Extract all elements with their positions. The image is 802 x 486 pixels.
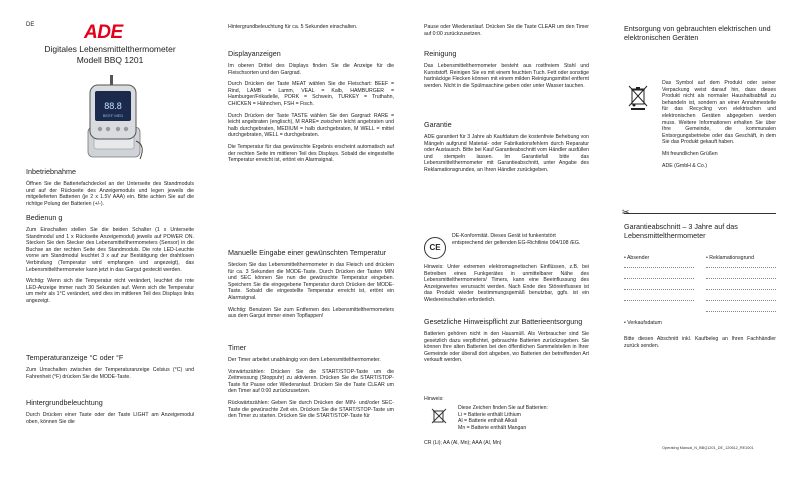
section-garantie xyxy=(424,120,589,179)
section-batterieentsorgung xyxy=(424,317,589,369)
paragraph: Vorwärtszählen: Drücken Sie die START/STOP-Taste um die Zeitmessung (Stoppuhr) zu aktivieren. Drücken Sie die START/STOP-Taste für Pause oder Wiederanlauf. Drücken Sie die Taste CLEAR um den Timer auf 0:00 zurückzusetzen. xyxy=(228,368,394,395)
ce-declaration xyxy=(452,233,582,251)
heading-manuelle-eingabe: Manuelle Eingabe einer gewünschten Temperatur xyxy=(228,248,387,257)
crossed-bin-battery-icon xyxy=(430,408,448,424)
reklamation-line[interactable] xyxy=(706,305,776,312)
ce-mark-icon: CE xyxy=(424,237,446,259)
garantie-note xyxy=(624,336,776,354)
field-verkaufsdatum xyxy=(624,320,776,326)
paragraph: Wichtig: Benutzen Sie zum Entfernen des Lebensmittelthermometers aus dem Gargut immer einen Topflappen! xyxy=(228,306,394,320)
paragraph: Bitte diesen Abschnitt inkl. Kaufbeleg an Ihren Fachhändler zurück senden. xyxy=(624,336,776,349)
paragraph: Batterien gehören nicht in den Hausmüll. Als Verbraucher sind Sie gesetzlich dazu verpflichtet, gebrauchte Batterien zurückzugeben. Sie können Ihre alten Batterien bei den öffentlichen Sammelstellen in Ihrer Gemeinde oder überall dort abgeben, wo Batterien der betreffenden Art verkauft werden. xyxy=(424,331,589,364)
heading-timer: Timer xyxy=(228,343,247,352)
heading-garantieabschnitt: Garantieabschnitt – 3 Jahre auf das Lebensmittelthermometer xyxy=(624,222,738,240)
paragraph: Hinweis: Unter extremen elektromagnetischen Einflüssen, z.B. bei Betreiben eines Funkgerätes in unmittelbarer Nähe des Lebensmittelthermometers/ Timers, kann eine Beeinflussung des Anzeigewertes verursacht werden. Nach Ende des Störeinflusses ist das Produkt wieder bestimmungsgemäß benutzbar, ggfs. ist ein Wiedereinschalten erforderlich. xyxy=(424,264,589,303)
heading-inbetriebnahme: Inbetriebnahme xyxy=(26,167,76,176)
section-reinigung xyxy=(424,49,589,94)
cut-line xyxy=(624,213,776,215)
paragraph: Die Temperatur für das gewünschte Ergebnis erscheint automatisch auf der rechten Seite im mittleren Teil des Displays. Sobald die eingestellte Temperatur erreicht ist, ertönt ein Alarmsignal. xyxy=(228,143,394,164)
svg-text:88.8: 88.8 xyxy=(104,101,122,111)
heading-hintergrundbeleuchtung: Hintergrundbeleuchtung xyxy=(26,398,103,407)
product-model: Modell BBQ 1201 xyxy=(76,55,144,65)
paragraph: Durch Drücken der Taste MEAT wählen Sie die Fleischart: BEEF = Rind, LAMB = Lamm, VEAL = Kalb, HAMBURGER = Hamburger/Frikadelle, PORK = Schwein, TURKEY = Truthahn, CHICKEN = Hähnchen, FSH = Fisch. xyxy=(228,81,394,107)
paragraph: Öffnen Sie die Batteriefachdeckel an der Unterseite des Standmoduls und auf der Rückseite des Anzeigemoduls und legen jeweils die mitgelieferten Batterien (je 2 x 1.5V AAA) ein. Bitte achten Sie auf die richtige Polung der Batterien (+/-). xyxy=(26,181,194,207)
battery-types xyxy=(424,440,589,452)
crossed-wheelie-bin-icon xyxy=(628,84,648,110)
paragraph: ADE garantiert für 3 Jahre ab Kaufdatum die kostenfreie Behebung von Mängeln aufgrund Material- oder Fabrikationsfehlern durch Reparatur oder Austausch. Bitte bei Kauf Garantieabschnitt vom Händler ausfüllen und stempeln lassen. Im Garantiefall bitte das Lebensmittelthermometer mit Garantieabschnitt, unter Angabe des Reklamationsgrundes, an Ihren Händler zurückgeben. xyxy=(424,134,589,173)
product-name: Digitales Lebensmittelthermometer xyxy=(44,44,176,54)
label-reklamationsgrund: • Reklamationsgrund xyxy=(706,255,754,261)
reklamation-line[interactable] xyxy=(706,261,776,268)
absender-line[interactable] xyxy=(624,272,694,279)
greeting: Mit freundlichen Grüßen xyxy=(662,150,718,157)
paragraph: DE-Konformität. Dieses Gerät ist funkentstört entsprechend der geltenden EG-Richtlinie 004/108 /EG. xyxy=(452,233,581,246)
reklamation-line[interactable] xyxy=(706,283,776,290)
section-entsorgung xyxy=(624,24,776,47)
paragraph: Das Symbol auf dem Produkt oder seiner Verpackung weist darauf hin, dass dieses Produkt nicht als normaler Haushaltsabfall zu behandeln ist, sondern an einer Annahmestelle für das Recycling von elektrischen und elektronischen Geräten abgegeben werden muss. Weitere Informationen erhalten Sie über Ihre Gemeinde, die kommunalen Entsorgungsbetriebe oder das Geschäft, in dem Sie das Produkt gekauft haben. xyxy=(662,80,776,146)
label-absender: • Absender xyxy=(624,255,650,261)
paragraph: Hintergrundbeleuchtung für ca. 5 Sekunden einschalten. xyxy=(228,24,358,30)
document-footer: Operating Manual_N_BBQ1201_DE_120612_RE1001 xyxy=(662,446,754,450)
section-displayanzeigen xyxy=(228,49,394,169)
hinweis-emv xyxy=(424,264,589,309)
section-hintergrundbeleuchtung xyxy=(26,398,194,430)
section-intro xyxy=(228,24,394,36)
entsorgung-text xyxy=(662,80,776,174)
section-manuelle-eingabe xyxy=(228,248,394,325)
product-title xyxy=(26,44,194,66)
field-absender xyxy=(624,255,694,305)
heading-temperaturanzeige: Temperaturanzeige °C oder °F xyxy=(26,353,124,362)
brand-logo: ADE xyxy=(84,22,123,43)
legend-line: Al = Batterie enthält Alkali xyxy=(458,418,517,425)
language-code: DE xyxy=(26,22,35,28)
label-verkaufsdatum: • Verkaufsdatum xyxy=(624,320,662,326)
paragraph: Hinweis: xyxy=(424,396,444,402)
thermometer-device-image xyxy=(84,75,144,161)
heading-reinigung: Reinigung xyxy=(424,49,457,58)
section-intro xyxy=(424,24,589,42)
paragraph: Zum Umschalten zwischen der Temperaturanzeige Celsius (°C) und Fahrenheit (°F) drücken Sie die MODE-Taste. xyxy=(26,367,194,380)
heading-displayanzeigen: Displayanzeigen xyxy=(228,49,281,58)
paragraph: Wichtig: Wenn sich die Temperatur nicht verändert, leuchtet die rote LED-Anzeige immer nach 30 Sekunden auf. Wenn sich die Temperatur um mehr als 1°C verändert, wird dies im mittleren Teil des Displays links angezeigt. xyxy=(26,278,194,304)
paragraph: Pause oder Wiederanlauf. Drücken Sie die Taste CLEAR um den Timer auf 0:00 zurückzusetzen. xyxy=(424,24,589,37)
absender-line[interactable] xyxy=(624,283,694,290)
legend-line: Mn = Batterie enthält Mangan xyxy=(458,424,527,431)
paragraph: Das Lebensmittelthermometer besteht aus rostfreiem Stahl und Kunststoff. Reinigen Sie es mit einem feuchten Tuch. Fett oder sonstige hartnäckige Flecken können mit einem milden Reinigungsmittel entfernt werden. Nicht in die Spülmaschine geben oder unter Wasser tauchen. xyxy=(424,63,589,89)
paragraph: CR (Li); AA (Al, Mn); AAA (Al, Mn) xyxy=(424,440,502,446)
heading-batterieentsorgung: Gesetzliche Hinweispflicht zur Batterieentsorgung xyxy=(424,317,583,326)
legend-line: Diese Zeichen finden Sie auf Batterien: xyxy=(458,405,548,411)
section-temperaturanzeige xyxy=(26,353,194,385)
scissor-icon: ✂ xyxy=(622,207,630,217)
battery-symbol-legend xyxy=(458,405,588,431)
legend-line: Li = Batterie enthält Lithium xyxy=(458,411,522,418)
section-bedienung xyxy=(26,213,194,310)
section-inbetriebnahme xyxy=(26,167,194,212)
paragraph: Durch Drücken einer Taste oder der Taste LIGHT am Anzeigemodul oben, können Sie die xyxy=(26,412,194,425)
field-reklamationsgrund xyxy=(706,255,776,316)
section-garantieabschnitt xyxy=(624,222,776,245)
signature: ADE (GmbH & Co.) xyxy=(662,162,707,169)
paragraph: Rückwärtszählen: Geben Sie durch Drücken der MIN- und/oder SEC-Taste die gewünschte Zeit ein. Drücken Sie die START/STOP-Taste um den Timer zu starten. Drücken Sie die START/STOP-Taste für xyxy=(228,399,394,420)
svg-text:BEEF MED: BEEF MED xyxy=(102,113,124,118)
paragraph: Durch Drücken der Taste TASTE wählen Sie den Gargrad: RARE = leicht angebraten (englisch), M RARE= zwischen leicht angebraten und halb durchgebraten, MEDIUM = halb durchgebraten, M WELL = mittel durchgebraten, WELL = durchgebraten. xyxy=(228,112,394,139)
reklamation-line[interactable] xyxy=(706,272,776,279)
section-timer xyxy=(228,343,394,425)
heading-entsorgung: Entsorgung von gebrauchten elektrischen und elektronischen Geräten xyxy=(624,24,771,42)
paragraph: Zum Einschalten stellen Sie die beiden Schalter (1 x Unterseite Standmodul und 1 x Rückseite Anzeigemodul) jeweils auf POWER ON. Stecken Sie den Stecker des Lebensmittelthermometers (Sensor) in die Buchse an der rechten Seite des Standmoduls. Die rote LED-Leuchte vorne am Standmodul leuchtet 3 x auf zur Bestätigung der drahtlosen Verbindung (Temperatur wird empfangen und angezeigt), das Lebensmittelthermometer kann jetzt in das Gargut gesteckt werden. xyxy=(26,227,194,273)
reklamation-line[interactable] xyxy=(706,294,776,301)
paragraph: Im oberen Drittel des Displays finden Sie die Anzeige für die Fleischsorten und den Gargrad. xyxy=(228,63,394,76)
heading-bedienung: Bedienun g xyxy=(26,213,63,222)
paragraph: Stecken Sie das Lebensmittelthermometer in das Fleisch und drücken für ca. 3 Sekunden die MODE-Taste. Durch Drücken der Tasten MIN und SEC können Sie nun die gewünschte Temperatur eingeben. Speichern Sie die eingegebene Temperatur durch Drücken der MODE-Taste. Sobald die eingestellte Temperatur erreicht ist, ertönt ein Alarmsignal. xyxy=(228,262,394,301)
paragraph: Der Timer arbeitet unabhängig von dem Lebensmittelthermometer. xyxy=(228,357,381,363)
heading-garantie: Garantie xyxy=(424,120,452,129)
absender-line[interactable] xyxy=(624,261,694,268)
absender-line[interactable] xyxy=(624,294,694,301)
